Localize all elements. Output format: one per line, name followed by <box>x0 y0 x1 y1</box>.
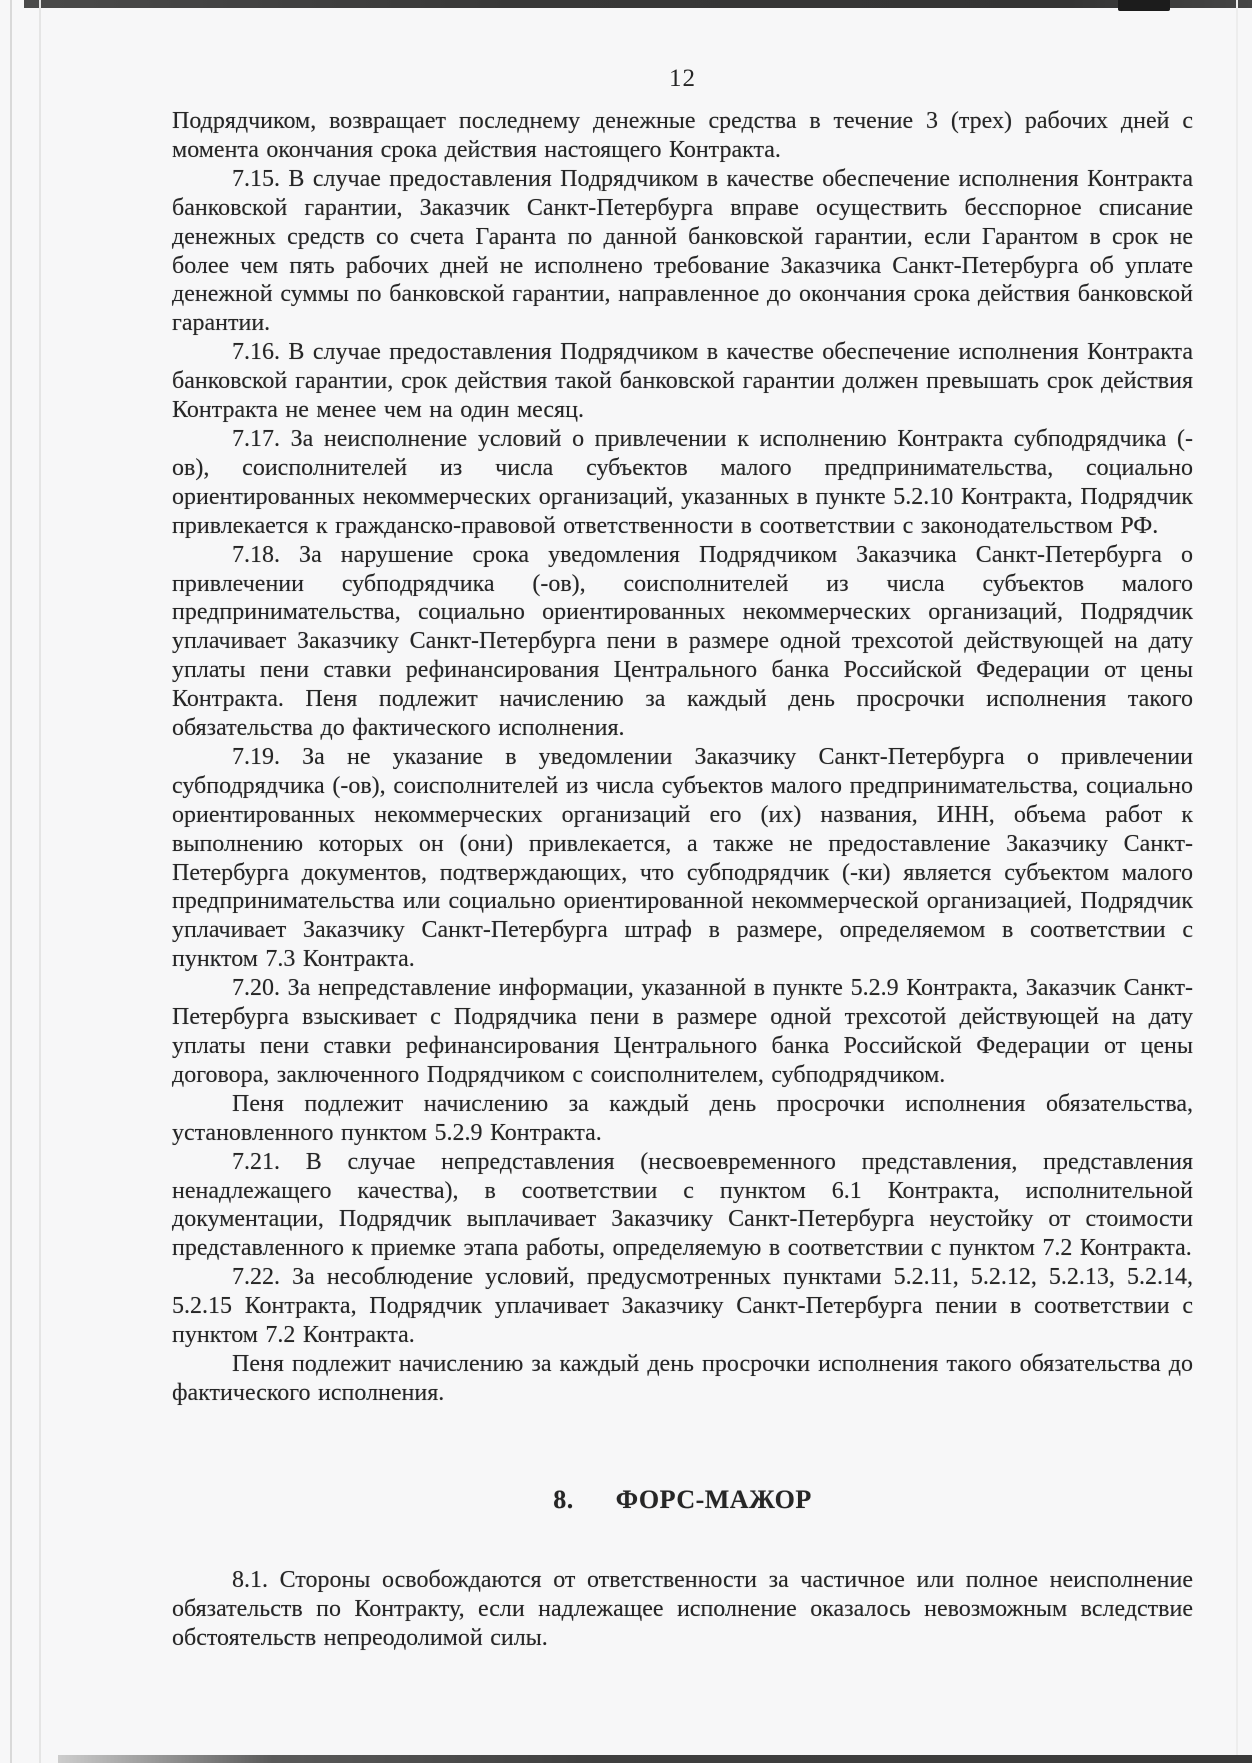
scan-line-left-outer <box>10 0 12 1763</box>
paragraph-7-18: 7.18. За нарушение срока уведомления Подрядчиком Заказчика Санкт-Петербурга о привлечении субподрядчика (-ов), соисполнителей из числа субъектов малого предпринимательства, социально ориентированных некоммерческих организаций, Подрядчик уплачивает Заказчику Санкт-Петербурга пени в размере одной трехсотой действующей на дату уплаты пени ставки рефинансирования Центрального банка Российской Федерации от цены Контракта. Пеня подлежит начислению за каждый день просрочки исполнения такого обязательства до фактического исполнения. <box>172 541 1193 742</box>
scan-edge-top-blob <box>1118 0 1170 11</box>
paragraph-7-20: 7.20. За непредставление информации, указанной в пункте 5.2.9 Контракта, Заказчик Санкт-Петербурга взыскивает с Подрядчика пени в размере одной трехсотой действующей на дату уплаты пени ставки рефинансирования Центрального банка Российской Федерации от цены договора, заключенного Подрядчиком с соисполнителем, субподрядчиком. <box>172 975 1193 1088</box>
paragraph-7-22: 7.22. За несоблюдение условий, предусмотренных пунктами 5.2.11, 5.2.12, 5.2.13, 5.2.14, 5.2.15 Контракта, Подрядчик уплачивает Заказчику Санкт-Петербурга пении в соответствии с пунктом 7.2 Контракта. <box>172 1264 1193 1349</box>
scan-edge-top <box>24 0 1252 8</box>
paragraph-7-20-penalty: Пеня подлежит начислению за каждый день просрочки исполнения обязательства, установленного пунктом 5.2.9 Контракта. <box>172 1090 1193 1146</box>
page-number: 12 <box>669 65 696 92</box>
paragraph-7-16: 7.16. В случае предоставления Подрядчиком в качестве обеспечение исполнения Контракта банковской гарантии, срок действия такой банковской гарантии должен превышать срок действия Контракта не менее чем на один месяц. <box>172 339 1193 424</box>
paragraph-7-19: 7.19. За не указание в уведомлении Заказчику Санкт-Петербурга о привлечении субподрядчика (-ов), соисполнителей из числа субъектов малого предпринимательства, социально ориентированных некоммерческих организаций его (их) названия, ИНН, объема работ к выполнению которых он (они) привлекается, а также не предоставление Заказчику Санкт-Петербурга документов, подтверждающих, что субподрядчик (-ки) является субъектом малого предпринимательства или социально ориентированной некоммерческой организацией, Подрядчик уплачивает Заказчику Санкт-Петербурга штраф в размере, определяемом в соответствии с пунктом 7.3 Контракта. <box>172 743 1193 973</box>
scan-edge-bottom <box>58 1755 1252 1763</box>
page-content <box>172 64 1193 1653</box>
scan-line-left-inner <box>39 0 41 1763</box>
paragraph-7-17: 7.17. За неисполнение условий о привлечении к исполнению Контракта субподрядчика (-ов), соисполнителей из числа субъектов малого предпринимательства, социально ориентированных некоммерческих организаций, указанных в пункте 5.2.10 Контракта, Подрядчик привлекается к гражданско-правовой ответственности в соответствии с законодательством РФ. <box>172 425 1193 539</box>
paragraph-7-15: 7.15. В случае предоставления Подрядчиком в качестве обеспечение исполнения Контракта банковской гарантии, Заказчик Санкт-Петербурга вправе осуществить бесспорное списание денежных средств со счета Гаранта по данной банковской гарантии, если Гарантом в срок не более чем пять рабочих дней не исполнено требование Заказчика Санкт-Петербурга об уплате денежной суммы по банковской гарантии, направленное до окончания срока действия банковской гарантии. <box>172 165 1193 337</box>
paragraph-7-22-penalty: Пеня подлежит начислению за каждый день просрочки исполнения такого обязательства до фактического исполнения. <box>172 1350 1193 1406</box>
section-title: ФОРС-МАЖОР <box>615 1484 812 1514</box>
section-heading-force-majeure <box>172 1485 1193 1515</box>
paragraph-8-1: 8.1. Стороны освобождаются от ответственности за частичное или полное неисполнение обязательств по Контракту, если надлежащее исполнение оказалось невозможным вследствие обстоятельств непреодолимой силы. <box>172 1566 1193 1651</box>
paragraph-continuation: Подрядчиком, возвращает последнему денежные средства в течение 3 (трех) рабочих дней с момента окончания срока действия настоящего Контракта. <box>172 108 1193 163</box>
paragraph-7-21: 7.21. В случае непредставления (несвоевременного представления, представления ненадлежащего качества), в соответствии с пунктом 6.1 Контракта, исполнительной документации, Подрядчик выплачивает Заказчику Санкт-Петербурга неустойку от стоимости представленного к приемке этапа работы, определяемую в соответствии с пунктом 7.2 Контракта. <box>172 1148 1193 1262</box>
section-number: 8. <box>553 1484 574 1514</box>
scan-line-right <box>1236 0 1238 1763</box>
